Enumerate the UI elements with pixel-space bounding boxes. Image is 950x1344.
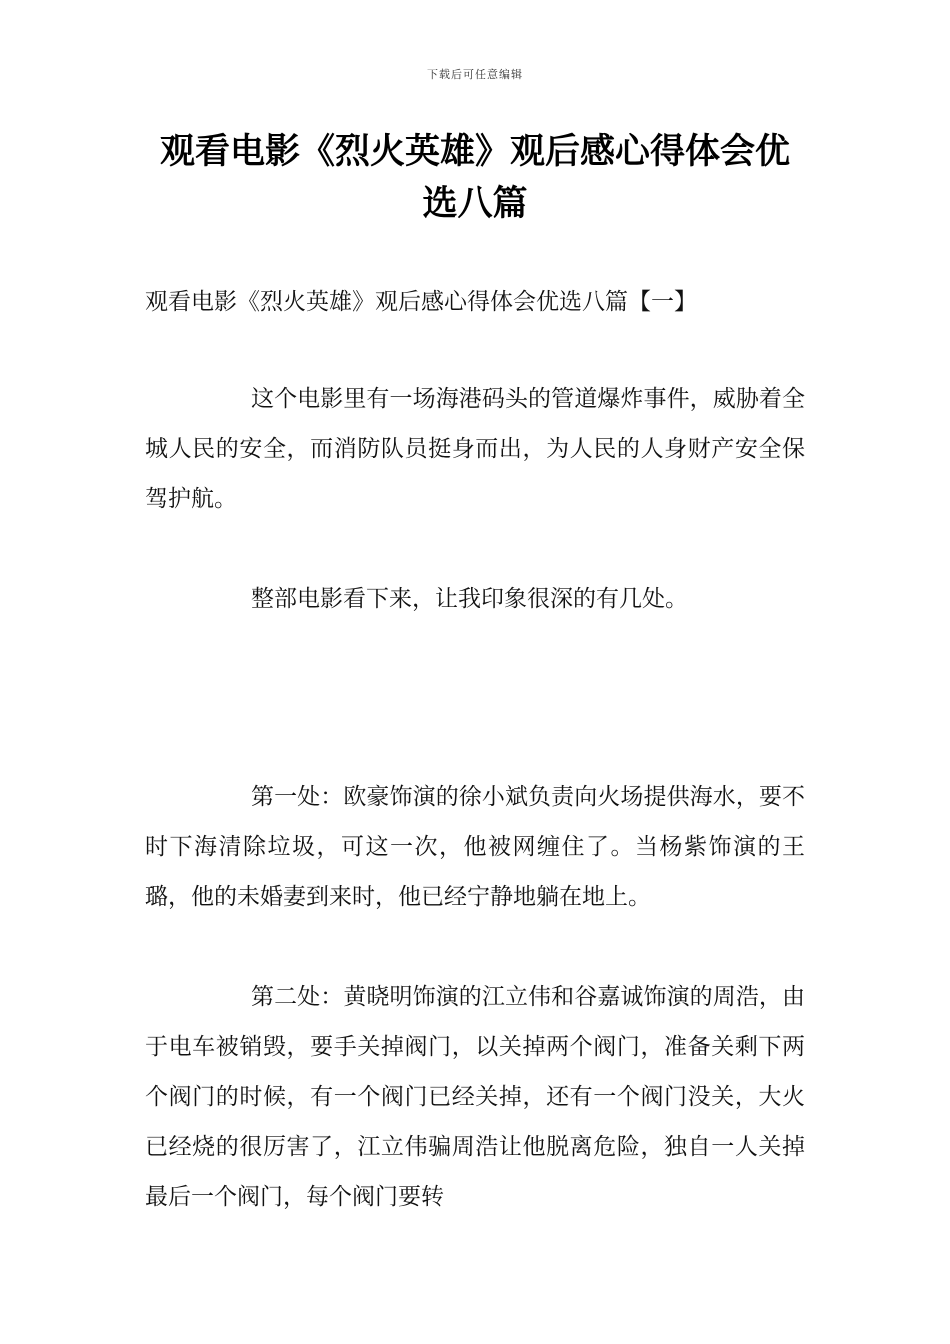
header-note: 下载后可任意编辑 [427,68,523,81]
document-title-line1: 观看电影《烈火英雄》观后感心得体会优 [159,132,790,172]
document-title [140,126,810,230]
document-title-line2: 选八篇 [422,184,528,224]
section-heading: 观看电影《烈火英雄》观后感心得体会优选八篇【一】 [145,289,697,315]
paragraph-3: 第一处：欧豪饰演的徐小斌负责向火场提供海水，要不时下海清除垃圾，可这一次，他被网缠住了。当杨紫饰演的王璐，他的未婚妻到来时，他已经宁静地躺在地上。 [145,784,805,910]
paragraph-2: 整部电影看下来，让我印象很深的有几处。 [251,586,688,612]
paragraph-1: 这个电影里有一场海港码头的管道爆炸事件，威胁着全城人民的安全，而消防队员挺身而出，为人民的人身财产安全保驾护航。 [145,386,805,512]
paragraph-4: 第二处：黄晓明饰演的江立伟和谷嘉诚饰演的周浩，由于电车被销毁，要手关掉阀门，以关掉两个阀门，准备关剩下两个阀门的时候，有一个阀门已经关掉，还有一个阀门没关，大火已经烧的很厉害了，江立伟骗周浩让他脱离危险，独自一人关掉最后一个阀门，每个阀门要转 [145,984,805,1210]
